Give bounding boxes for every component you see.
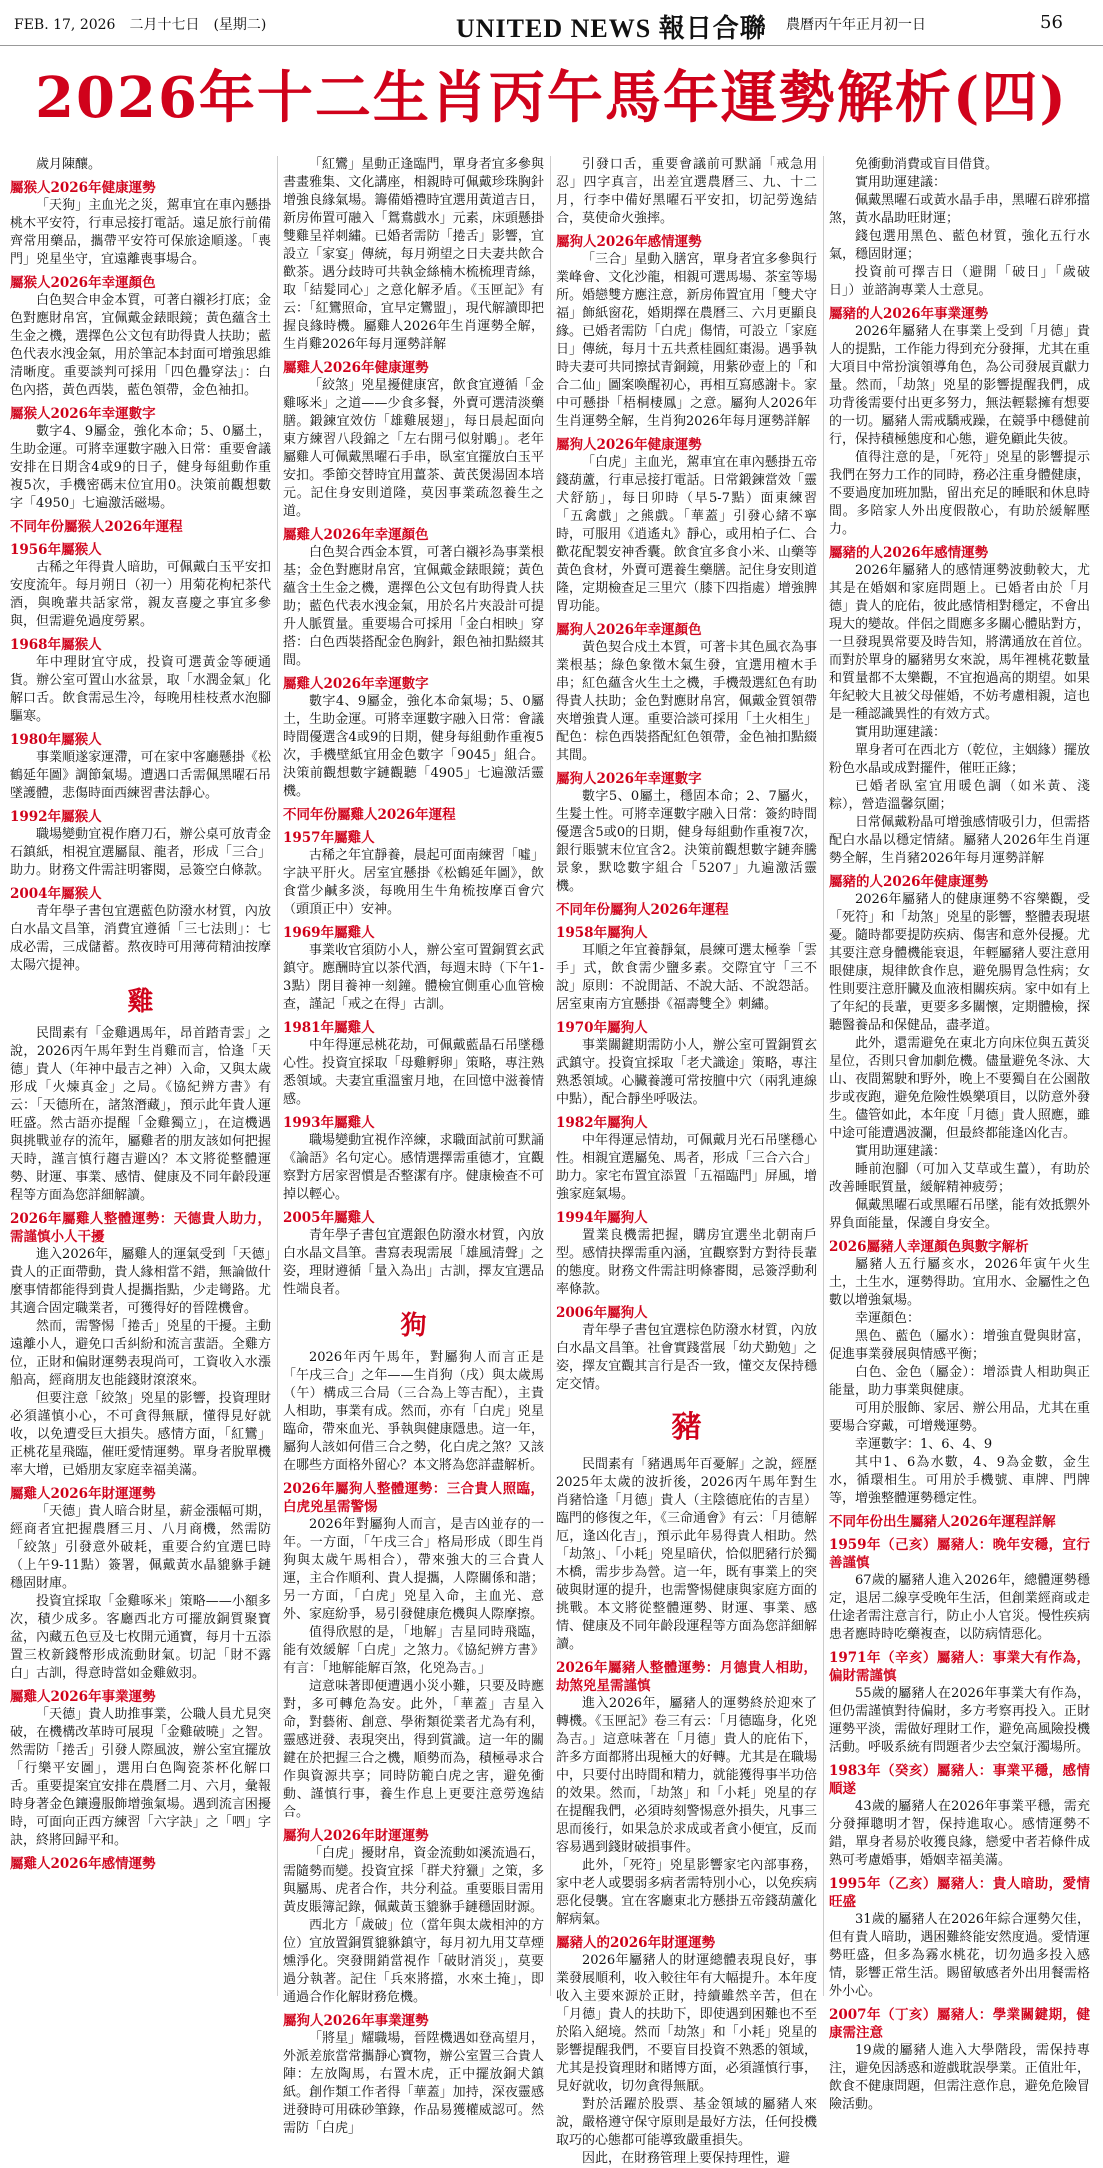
- masthead: [0, 0, 1103, 46]
- paragraph: 進入2026年，屬雞人的運氣受到「天德」貴人的正面帶動，貴人緣相當不錯，無論做什麼事情都能得到貴人提攜指點，少走彎路。尤其適合固定職業者，可獲得好的晉陞機會。: [10, 1247, 271, 1316]
- section-heading: 1981年屬雞人: [283, 1020, 375, 1036]
- paragraph: 免衝動消費或盲目借貸。: [855, 157, 999, 172]
- paragraph: 31歲的屬豬人在2026年綜合運勢欠佳，但有貴人暗助，遇困難終能安然度過。愛情運勢旺盛，但多為霧水桃花，切勿過多投入感情，影響正常生活。賜留敏感者外出用餐需格外小心。: [829, 1912, 1090, 1999]
- section-heading: 屬狗人2026年財運運勢: [283, 1828, 429, 1844]
- paragraph: 19歲的屬豬人進入大學階段，需保持專注，避免因誘惑和遊戲耽誤學業。正值壯年，飲食不健康問題，但需注意作息，避免危險冒險活動。: [829, 2043, 1090, 2112]
- column-1: [10, 156, 271, 1996]
- paragraph: 「天狗」主血光之災，駕車宜在車內懸掛桃木平安符，行車忌接打電話。遠足旅行前備齊常用藥品，攜帶平安符可保旅途順遂。「喪門」兇星坐守，宜遠離喪事場合。: [10, 198, 271, 267]
- paragraph: 置業良機需把握，購房宜選坐北朝南戶型。感情抉擇需重內涵，宜觀察對方對待長輩的態度。財務文件需註明條審閱，忌簽浮動利率條款。: [556, 1228, 817, 1297]
- paragraph: 數字5、0屬土，穩固本命；2、7屬火，生髮土性。可將幸運數字融入日常：簽約時間優選含5或0的日期，健身每組動作重複7次，銀行賬號末位宜含2。決策前觀想數字鏈奔騰景象，默唸數字組合「5207」九遍激活靈機。: [556, 789, 817, 894]
- paragraph: 「白虎」擾財帛，資金流動如溪流過石，需隨勢而變。投資宜採「群犬狩獵」之策，多與屬馬、虎者合作，共分利益。重要賬目需用黃皮賬簿記錄，佩戴黃玉貔貅手鏈穩固財源。: [283, 1846, 544, 1915]
- paragraph: 因此，在財務管理上要保持理性，避: [582, 2151, 791, 2166]
- section-heading: 不同年份出生屬豬人2026年運程詳解: [829, 1514, 1056, 1530]
- paragraph: 單身者可在西北方（乾位，主姻緣）擺放粉色水晶或成對擺件，催旺正緣；: [829, 743, 1090, 776]
- section-heading: 屬雞人2026年財運運勢: [10, 1486, 156, 1502]
- column-divider: [823, 156, 824, 1996]
- paragraph: 進入2026年，屬豬人的運勢終於迎來了轉機。《玉匣記》卷三有云：「月德臨身，化兇為吉。」這意味著在「月德」貴人的庇佑下，許多方面都將出現極大的好轉。尤其是在職場中，只要付出時間和精力，就能獲得事半功倍的效果。然而，「劫煞」和「小耗」兇星的存在提醒我們，必須時刻警惕意外損失，凡事三思而後行，如果急於求成或者貪小便宜，反而容易遇到錢財破損事件。: [556, 1696, 817, 1855]
- section-heading: 1958年屬狗人: [556, 925, 648, 941]
- section-heading: 屬雞人2026年幸運數字: [283, 676, 429, 692]
- paragraph: 事業順遂家運滯，可在家中客廳懸掛《松鶴延年圖》調節氣場。遭遇口舌需佩黑曜石吊墜護體，悲傷時面西練習書法靜心。: [10, 750, 271, 801]
- section-heading: 不同年份屬猴人2026年運程: [10, 519, 183, 535]
- section-heading: 屬狗人2026年幸運數字: [556, 771, 702, 787]
- paragraph: 值得欣慰的是，「地解」吉星同時飛臨，能有效緩解「白虎」之煞力。《協紀辨方書》有言：「地解能解百煞，化兇為吉。」: [283, 1625, 544, 1676]
- paragraph: 此外，「死符」兇星影響家宅內部事務，家中老人或嬰弱多病者需特別小心，以免疾病惡化侵襲。宜在客廳東北方懸掛五帝錢葫蘆化解病氣。: [556, 1858, 817, 1927]
- section-heading: 屬豬的人2026年感情運勢: [829, 545, 989, 561]
- section-heading: 屬雞人2026年幸運顏色: [283, 527, 429, 543]
- paragraph: 值得注意的是，「死符」兇星的影響提示我們在努力工作的同時，務必注重身體健康，不要過度加班加點，留出充足的睡眠和休息時間。多陪家人外出度假散心，有助於緩解壓力。: [829, 450, 1090, 537]
- paragraph: 但要注意「絞煞」兇星的影響，投資理財必須謹慎小心，不可貪得無厭，懂得見好就收，以免遭受巨大損失。感情方面，「紅鸞」正桃花星飛臨，催旺愛情運勢。單身者脫單機率大增，已婚朋友家庭幸福美滿。: [10, 1391, 271, 1478]
- column-3: [556, 156, 817, 2166]
- paragraph: 耳順之年宜養靜氣，晨練可選太極拳「雲手」式，飲食需少鹽多素。交際宜守「三不說」原則：不說閒話、不說大話、不說怨話。居室東南方宜懸掛《福壽雙全》刺繡。: [556, 943, 817, 1012]
- section-heading: 1959年（己亥）屬豬人：晚年安穩，宜行善謹慎: [829, 1537, 1090, 1571]
- section-heading: 屬雞人2026年感情運勢: [10, 1856, 156, 1872]
- section-heading: 1968年屬猴人: [10, 637, 102, 653]
- paragraph: 2026年屬豬人在事業上受到「月德」貴人的提點，工作能力得到充分發揮，尤其在重大項目中常扮演領導角色，為公司發展貢獻力量。然而，「劫煞」兇星的影響提醒我們，成功背後需要付出更多努力，無法輕鬆擁有想要的一切。屬豬人需戒驕戒躁，在競爭中穩健前行，保持積極態度和心態，避免顧此失彼。: [829, 324, 1090, 447]
- zodiac-sign-title: 狗: [400, 1311, 427, 1341]
- section-heading: 屬狗人2026年健康運勢: [556, 437, 702, 453]
- paragraph: 黃色契合戍土本質，可著卡其色風衣為事業根基；綠色象徵木氣生發，宜選用檀木手串；紅色蘊含火生土之機，手機殼選紅色有助得貴人扶助；金色對應財帛宮，佩戴金質領帶夾增強貴人運。重要洽談可採用「土火相生」配色：棕色西裝搭配紅色領帶，金色袖扣點綴其間。: [556, 640, 817, 763]
- column-divider: [550, 156, 551, 1996]
- section-heading: 1983年（癸亥）屬豬人：事業平穩，感情順遂: [829, 1763, 1090, 1797]
- column-divider: [277, 156, 278, 1996]
- page-number: 56: [1040, 12, 1063, 33]
- paragraph: 55歲的屬豬人在2026年事業大有作為，但仍需謹慎對待偏財，多方考察再投入。正財運勢平淡，需做好理財工作，避免高風險投機活動。呼吸系統有問題者少去空氣汙濁場所。: [829, 1686, 1090, 1755]
- paragraph: 2026年屬豬人的健康運勢不容樂觀，受「死符」和「劫煞」兇星的影響，整體表現堪憂。隨時都要提防疾病、傷害和意外侵擾。尤其要注意身體機能衰退，年輕屬豬人要注意用眼健康，規律飲食作息，避免腸胃急性病；女性則要注意肝臟及血液相關疾病。家中如有上了年紀的長輩，更要多多關懷，定期體檢，探聽醫養品和保健品，盡孝道。: [829, 892, 1090, 1033]
- paragraph: 對於活躍於股票、基金領域的屬豬人來說，嚴格遵守保守原則是最好方法，任何投機取巧的心態都可能導致嚴重損失。: [556, 2097, 817, 2148]
- section-heading: 2007年（丁亥）屬豬人：學業關鍵期，健康需注意: [829, 2007, 1090, 2041]
- paragraph: 職場變動宜視作淬練，求職面試前可默誦《論語》名句定心。感情選擇需重德才，宜觀察對方居家習慣是否整潔有序。健康檢查不可掉以輕心。: [283, 1133, 544, 1202]
- section-heading: 屬雞人2026年健康運勢: [283, 360, 429, 376]
- newspaper-name: UNITED NEWS 報日合聯: [456, 14, 767, 43]
- paragraph: 數字4、9屬金，強化本命；5、0屬土，生助金運。可將幸運數字融入日常：重要會議安排在日期含4或9的日子，健身每組動作重複5次，手機密碼末位宜用0。決策前觀想數字「4950」七遍激活磁場。: [10, 424, 271, 511]
- paragraph: 已婚者臥室宜用暖色調（如米黃、淺粽），營造溫馨氛圍；: [829, 779, 1090, 812]
- paragraph: 「白虎」主血光，駕車宜在車內懸掛五帝錢葫蘆，行車忌接打電話。日常鍛鍊當效「靈犬舒筋」，每日卯時（早5-7點）面東練習「五禽戲」之熊戲。「華蓋」引發心緒不寧時，可服用《逍遙丸》靜心，或用柏子仁、合歡花配製安神香囊。飲食宜多食小米、山藥等黃色食材，外賣可選養生藥膳。記住身安則道隆，定期檢查足三里穴（膝下四指處）增強脾胃功能。: [556, 455, 817, 614]
- section-heading: 1969年屬雞人: [283, 925, 375, 941]
- paragraph: 2026年丙午馬年，對屬狗人而言正是「午戌三合」之年——生肖狗（戌）與太歲馬（午）構成三合局（三合為上等吉配），主貴人相助，事業有成。然而，亦有「白虎」兇星臨命，帶來血光、爭執與健康隱患。這一年，屬狗人該如何借三合之勢，化白虎之煞？又該在哪些方面格外留心？本文將為您詳盡解析。: [283, 1350, 544, 1473]
- paragraph: 佩戴黑曜石或黑曜石吊墜，能有效抵禦外界負面能量，保護自身安全。: [829, 1198, 1090, 1231]
- paragraph: 白色、金色（屬金）：增添貴人相助與正能量，助力事業與健康。: [829, 1365, 1090, 1398]
- section-heading: 屬狗人2026年幸運顏色: [556, 622, 702, 638]
- paragraph: 「天德」貴人暗合財星，薪金漲幅可期，經商者宜把握農曆三月、八月商機，然需防「絞煞」引發意外破耗，重要合約宜選巳時（上午9-11點）簽署，佩戴黃水晶貔貅手鏈穩固財庫。: [10, 1504, 271, 1591]
- section-heading: 不同年份屬雞人2026年運程: [283, 807, 456, 823]
- section-heading: 1995年（乙亥）屬豬人：貴人暗助，愛情旺盛: [829, 1876, 1090, 1910]
- column-4: [829, 156, 1090, 2112]
- paragraph: 屬豬人五行屬亥水，2026年寅午火生土，土生水，運勢得助。宜用水、金屬性之色數以增強氣場。: [829, 1257, 1090, 1308]
- paragraph: 幸運數字：1、6、4、9: [855, 1437, 993, 1452]
- paragraph: 佩戴黑曜石或黃水晶手串，黑曜石辟邪擋煞，黃水晶助旺財運；: [829, 193, 1090, 226]
- paragraph: 西北方「歲破」位（當年與太歲相沖的方位）宜放置銅質貔貅鎮守，每月初九用艾草煙燻淨化。突發開銷當視作「破財消災」，莫要過分執著。記住「兵來將擋，水來土掩」，即通過合作化解財務危機。: [283, 1918, 544, 2005]
- paragraph: 「紅鸞」星動正逢臨門，單身者宜多參與書畫雅集、文化講座，相親時可佩戴珍珠胸針增強良緣氣場。籌備婚禮時宜選用黃道吉日，新房佈置可融入「鴛鴦戲水」元素，床頭懸掛雙雞呈祥刺繡。已婚者需防「捲舌」影響，宜設立「家宴」傳統，每月朔望之日夫妻共飲合歡茶。遇分歧時可共執金絲楠木梳梳理青絲，取「結髮同心」之意化解矛盾。《玉匣記》有云：「紅鸞照命，宜早定鸞盟」，現代解讀即把握良緣時機。屬雞人2026年生肖運勢全解，生肖雞2026年每月運勢詳解: [283, 157, 544, 352]
- paragraph: 青年學子書包宜選銀色防潑水材質，內放白水晶文昌筆。書寫表現需展「雄風清聲」之姿，理財遵循「量入為出」古訓，擇友宜選品性端良者。: [283, 1228, 544, 1297]
- section-heading: 1993年屬雞人: [283, 1115, 375, 1131]
- section-heading: 不同年份屬狗人2026年運程: [556, 902, 729, 918]
- date-line: FEB. 17, 2026 二月十七日 (星期二): [14, 17, 267, 33]
- paragraph: 幸運顏色：: [855, 1311, 921, 1326]
- section-heading: 1994年屬狗人: [556, 1210, 648, 1226]
- paragraph: 其中1、6為水數，4、9為金數，金生水，循環相生。可用於手機號、車牌、門牌等，增強整體運勢穩定性。: [829, 1455, 1090, 1506]
- section-heading: 屬狗人2026年感情運勢: [556, 234, 702, 250]
- section-heading: 屬雞人2026年事業運勢: [10, 1689, 156, 1705]
- paragraph: 青年學子書包宜選棕色防潑水材質，內放白水晶文昌筆。社會實踐當展「幼犬勤勉」之姿，擇友宜觀其言行是否一致，懂交友保持穩定交情。: [556, 1323, 817, 1392]
- section-heading: 屬猴人2026年幸運數字: [10, 406, 156, 422]
- section-heading: 2005年屬雞人: [283, 1210, 375, 1226]
- paragraph: 可用於服飾、家居、辦公用品，尤其在重要場合穿戴，可增幾運勢。: [829, 1401, 1090, 1434]
- zodiac-sign-title: 雞: [127, 987, 154, 1017]
- paragraph: 黑色、藍色（屬水）：增強直覺與財富，促進事業發展與情感平衡；: [829, 1329, 1090, 1362]
- lunar-date: 農曆丙午年正月初一日: [786, 17, 926, 33]
- paragraph: 數字4、9屬金，強化本命氣場；5、0屬土，生助金運。可將幸運數字融入日常：會議時間優選含4或9的日期，健身每組動作重複5次，手機壁紙宜用金色數字「9045」組合。決策前觀想數字鏈觀聽「4905」七遍激活靈機。: [283, 694, 544, 799]
- paragraph: 這意味著即便遭遇小災小難，只要及時應對，多可轉危為安。此外，「華蓋」吉星入命，對藝術、創意、學術類從業者尤為有利，靈感迸發、表現突出，得到賞識。這一年的關鍵在於把握三合之機，順勢而為，積極尋求合作與資源共享；同時防範白虎之害，避免衝動、謹慎行事，養生作息上更要注意勞逸結合。: [283, 1679, 544, 1820]
- section-heading: 2026年屬雞人整體運勢：天德貴人助力，需謹慎小人干擾: [10, 1211, 271, 1245]
- paragraph: 中年得運忌桃花劫，可佩戴藍晶石吊墜穩心性。投資宜採取「母雞孵卵」策略，專注熟悉領域。夫妻宜重溫蜜月地，在回憶中滋養情感。: [283, 1038, 544, 1107]
- paragraph: 事業收官須防小人，辦公室可置銅質玄武鎮守。應酬時宜以茶代酒，每週末時（下午1-3點）閉目養神一刻鐘。體檢宜側重心血管檢查，謹記「戒之在得」古訓。: [283, 943, 544, 1012]
- paragraph: 錢包選用黑色、藍色材質，強化五行水氣，穩固財運；: [829, 229, 1090, 262]
- paragraph: 年中理財宜守成，投資可選黃金等硬通貨。辦公室可置山水盆景，取「水潤金氣」化解口舌。飲食需忌生冷，每晚用桂枝煮水泡腳驅寒。: [10, 655, 271, 724]
- paragraph: 民間素有「金雞遇馬年，昂首踏青雲」之說，2026丙午馬年對生肖雞而言，恰逢「天德」貴人（年神中最吉之神）入命，又與太歲形成「火煉真金」之局。《協紀辨方書》有云：「天德所在，諸煞潛藏」，預示此年貴人運旺盛。然古語亦提醒「金雞獨立」，在這機遇與挑戰並存的流年，屬雞者的朋友該如何把握天時，謹言慎行趨吉避凶？本文將從整體運勢、財運、事業、感情、健康及不同年齡段運程等方面為您詳細解讀。: [10, 1026, 271, 1203]
- paragraph: 2026年屬豬人的感情運勢波動較大，尤其是在婚姻和家庭問題上。已婚者由於「月德」貴人的庇佑，彼此感情相對穩定，不會出現大的變故。伴侶之間應多多關心體貼對方，一旦發現異常要及時告知，將溝通放在首位。而對於單身的屬豬男女來說，馬年裡桃花數量和質量都不太樂觀，不宜抱過高的期望。如果年紀較大且被父母催婚，不妨考慮相親，這也是一種認識異性的有效方式。: [829, 563, 1090, 722]
- paragraph: 引發口舌，重要會議前可默誦「戒急用忍」四字真言，出差宜選農曆三、九、十二月，行李中備好黑曜石平安扣，切記勞逸結合，莫使命火強摔。: [556, 157, 817, 226]
- paragraph: 日常佩戴粉晶可增強感情吸引力，但需搭配白水晶以穩定情緒。屬豬人2026年生肖運勢全解，生肖豬2026年每月運勢詳解: [829, 815, 1090, 866]
- paragraph: 白色契合西金本質，可著白襯衫為事業根基；金色對應財帛宮，宜佩戴金錶眼鏡；黃色蘊含土生金之機，選擇色公文包有助得貴人扶助；藍色代表水洩金氣，用於名片夾設計可提升人脈質量。重要場合可採用「金白相映」穿搭：白色西裝搭配金色胸針，銀色袖扣點綴其間。: [283, 545, 544, 668]
- paragraph: 實用助運建議：: [855, 1144, 947, 1159]
- paragraph: 然而，需警惕「捲舌」兇星的干擾。主動遠離小人，避免口舌糾紛和流言蜚語。全雞方位，正財和偏財運勢表現尚可，工資收入水漲船高，經商朋友也能錢財滾滾來。: [10, 1319, 271, 1388]
- paragraph: 「天德」貴人助推事業，公職人員尤見突破，在機構改革時可展現「金雞破曉」之智。然需防「捲舌」引發人際風波，辦公室宜擺放「行樂平安圖」，選用白色陶瓷茶杯化解口舌。重要提案宜安排在農曆二月、六月，彙報時身著金色鑲邊服飾增強氣場。遇到流言困擾時，可面向正西方練習「六字訣」之「呬」字訣，終將回歸平和。: [10, 1707, 271, 1848]
- paragraph: 事業關鍵期需防小人，辦公室可置銅質玄武鎮守。投資宜採取「老犬識途」策略，專注熟悉領域。心臟養護可常按膻中穴（兩乳連線中點），配合靜坐呼吸法。: [556, 1038, 817, 1107]
- zodiac-sign-title: 豬: [671, 1410, 702, 1445]
- paragraph: 「三合」星動入膳宮，單身者宜多參與行業峰會、文化沙龍，相親可選馬場、茶室等場所。婚戀雙方應注意，新房佈置宜用「雙犬守福」飾紙窗花，婚期擇在農曆三、六月更顯良緣。已婚者需防「白虎」傷情，可設立「家庭日」傳統，每月十五共煮桂圓紅棗湯。遇爭執時夫妻可共同擦拭青銅鏡，用紫砂壺上的「和合二仙」圖案喚醒初心，再相互寫感謝卡。家中可懸掛「梧桐棲鳳」之意。屬狗人2026年生肖運勢全解，生肖狗2026年每月運勢詳解: [556, 252, 817, 429]
- section-heading: 屬豬的人2026年事業運勢: [829, 306, 989, 322]
- section-heading: 1970年屬狗人: [556, 1020, 648, 1036]
- section-heading: 屬豬人的2026年財運運勢: [556, 1935, 716, 1951]
- section-heading: 2006年屬狗人: [556, 1305, 648, 1321]
- section-heading: 屬猴人2026年幸運顏色: [10, 275, 156, 291]
- section-heading: 2026年屬狗人整體運勢：三合貴人照臨，白虎兇星需警惕: [283, 1481, 544, 1515]
- section-heading: 1982年屬狗人: [556, 1115, 648, 1131]
- paragraph: 43歲的屬豬人在2026年事業平穩，需充分發揮聰明才智，保持進取心。感情運勢不錯，單身者易於收獲良緣，戀愛中者若條件成熟可考慮婚事，婚姻幸福美滿。: [829, 1799, 1090, 1868]
- paragraph: 古稀之年宜靜養，晨起可面南練習「噓」字訣平肝火。居室宜懸掛《松鶴延年圖》，飲食當少鹹多淡，每晚用生牛角梳按摩百會穴（頭頂正中）安神。: [283, 848, 544, 917]
- paragraph: 投資前可擇吉日（避開「破日」「歲破日」）並諮詢專業人士意見。: [829, 265, 1090, 298]
- paragraph: 2026年屬豬人的財運總體表現良好，事業發展順利，收入較往年有大幅提升。本年度收入主要來源於正財，持續雖然辛苦，但在「月德」貴人的扶助下，即使遇到困難也不至於陷入絕境。然而「劫煞」和「小耗」兇星的影響提醒我們，不要盲目投資不熟悉的領域，尤其是投資理財和賭博方面，必須謹慎行事，見好就收，切勿貪得無厭。: [556, 1953, 817, 2094]
- paragraph: 實用助運建議：: [855, 725, 947, 740]
- section-heading: 1971年（辛亥）屬豬人：事業大有作為，偏財需謹慎: [829, 1650, 1090, 1684]
- paragraph: 古稀之年得貴人暗助，可佩戴白玉平安扣安度流年。每月朔日（初一）用菊花枸杞茶代酒，與晚輩共話家常，親友喜慶之事宜多參與，但需避免過度勞累。: [10, 560, 271, 629]
- section-heading: 2026屬豬人幸運顏色與數字解析: [829, 1239, 1029, 1255]
- column-2: [283, 156, 544, 2136]
- paragraph: 投資宜採取「金雞啄米」策略——小額多次，積少成多。客廳西北方可擺放銅質聚寶盆，內藏五色豆及七枚開元通寶，每月十五添置三枚新錢幣形成流動財氣。切記「財不露白」古訓，得意時當如金雞斂羽。: [10, 1594, 271, 1681]
- paragraph: 中年得運忌情劫，可佩戴月光石吊墜穩心性。相親宜選屬兔、馬者，形成「三合六合」助力。家宅布置宜添置「五福臨門」屏風，增強家庭氣場。: [556, 1133, 817, 1202]
- section-heading: 2004年屬猴人: [10, 886, 102, 902]
- section-heading: 屬猴人2026年健康運勢: [10, 180, 156, 196]
- section-heading: 屬豬的人2026年健康運勢: [829, 874, 989, 890]
- paragraph: 實用助運建議：: [855, 175, 947, 190]
- paragraph: 「將星」耀職場，晉陞機遇如登高望月，外派差旅當常攜靜心寶物，辦公室置三合貴人陣：左放陶馬，右置木虎，正中擺放銅犬鎮紙。創作類工作者得「華蓋」加持，深夜靈感迸發時可用硃砂筆錄，作品易獲權威認可。然需防「白虎」: [283, 2031, 544, 2136]
- paragraph: 白色契合申金本質，可著白襯衫打底；金色對應財帛宮，宜佩戴金錶眼鏡；黃色蘊含土生金之機，選擇色公文包有助得貴人扶助；藍色代表水洩金氣，用於筆記本封面可增強思維清晰度。重要談判可採用「四色疊穿法」：白色內搭，黃色西裝，藍色領帶，金色袖扣。: [10, 293, 271, 398]
- section-heading: 1980年屬猴人: [10, 732, 102, 748]
- paragraph: 民間素有「豬遇馬年百憂解」之說，經歷2025年太歲的波折後，2026丙午馬年對生肖豬恰逢「月德」貴人（主陰德庇佑的吉星）臨門的修復之年，《三命通會》有云：「月德解厄，逢凶化吉」，預示此年易得貴人相助。然「劫煞」、「小耗」兇星暗伏，恰似肥豬行於獨木橋，需步步為營。這一年，既有事業上的突破與財運的提升，也需警惕健康與家庭方面的挑戰。本文將從整體運勢、財運、事業、感情、健康及不同年齡段運程等方面為您詳細解讀。: [556, 1457, 817, 1652]
- paragraph: 67歲的屬豬人進入2026年，總體運勢穩定，退居二線享受晚年生活，但創業經商或走仕途者需注意言行，防止小人官災。慢性疾病患者應時時吃藥複查，以防病情惡化。: [829, 1573, 1090, 1642]
- headline: 2026年十二生肖丙午馬年運勢解析(四): [35, 65, 1068, 131]
- paragraph: 歲月陳釀。: [36, 157, 102, 172]
- paragraph: 此外，還需避免在東北方向床位與五黃災星位，否則只會加劇危機。儘量避免冬泳、大山、夜間駕駛和野外，晚上不要獨自在公園散步或夜跑，避免危險性娛樂項目，以防意外發生。儘管如此，本年度「月德」貴人照應，雖中途可能遭遇波瀾，但最終都能逢凶化吉。: [829, 1036, 1090, 1141]
- section-heading: 1992年屬猴人: [10, 809, 102, 825]
- section-heading: 2026年屬豬人整體運勢：月德貴人相助，劫煞兇星需謹慎: [556, 1660, 817, 1694]
- paragraph: 職場變動宜視作磨刀石，辦公桌可放青金石鎮紙，相視宜選屬鼠、龍者，形成「三合」助力。財務文件需註明審閱，忌簽空白條款。: [10, 827, 271, 878]
- paragraph: 青年學子書包宜選藍色防潑水材質，內放白水晶文昌筆，消費宜遵循「三七法則」：七成必需，三成儲蓄。熬夜時可用薄荷精油按摩太陽穴提神。: [10, 904, 271, 973]
- section-heading: 屬狗人2026年事業運勢: [283, 2013, 429, 2029]
- section-heading: 1956年屬猴人: [10, 542, 102, 558]
- section-heading: 1957年屬雞人: [283, 830, 375, 846]
- paragraph: 睡前泡腳（可加入艾草或生薑），有助於改善睡眠質量，緩解精神疲勞；: [829, 1162, 1090, 1195]
- paragraph: 「絞煞」兇星擾健康宮，飲食宜遵循「金雞啄米」之道——少食多餐，外賣可選清淡藥膳。鍛鍊宜效仿「雄雞展翅」，每日晨起面向東方練習八段錦之「左右開弓似射鵰」。老年屬雞人可佩戴黑曜石手串，臥室宜擺放白玉平安扣。季節交替時宜用薑茶、黃芪煲湯固本培元。記住身安則道隆，莫因事業疏忽養生之道。: [283, 378, 544, 519]
- paragraph: 2026年對屬狗人而言，是吉凶並存的一年。一方面，「午戌三合」格局形成（即生肖狗與太歲午馬相合），帶來強大的三合貴人運，主合作順利、貴人提攜，人際關係和諧；另一方面，「白虎」兇星入命，主血光、意外、家庭紛爭，易引發健康危機與人際摩擦。: [283, 1517, 544, 1622]
